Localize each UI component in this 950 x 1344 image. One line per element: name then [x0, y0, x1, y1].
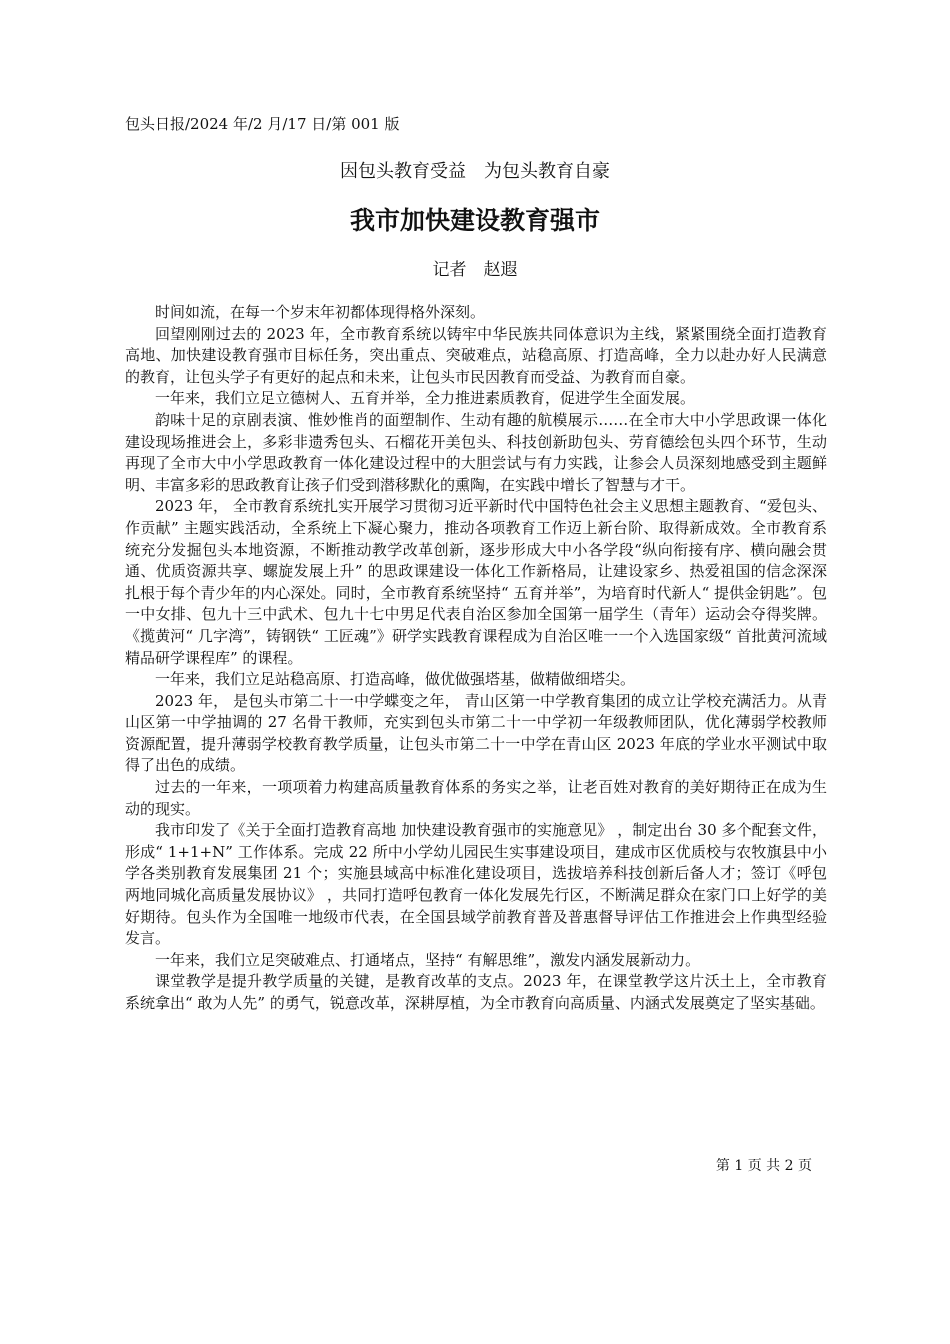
paragraph: 一年来，我们立足突破难点、打通堵点，坚持“ 有解思维”，激发内涵发展新动力。 [155, 950, 701, 969]
paragraph: 回望刚刚过去的 2023 年，全市教育系统以铸牢中华民族共同体意识为主线，紧紧围绕全面打造教育高地、加快建设教育强市目标任务，突出重点、突破难点，站稳高原、打造高峰，全力以赴办好人民满意的教育，让包头学子有更好的起点和未来，让包头市民因教育而受益、为教育而自豪。 [125, 324, 827, 386]
paragraph: 课堂教学是提升教学质量的关键，是教育改革的支点。2023 年，在课堂教学这片沃土上，全市教育系统拿出“ 敢为人先” 的勇气，锐意改革，深耕厚植，为全市教育向高质量、内涵式发展奠定了坚实基础。 [125, 972, 827, 1012]
paragraph: 2023 年， 全市教育系统扎实开展学习贯彻习近平新时代中国特色社会主义思想主题教育、“爱包头、作贡献” 主题实践活动，全系统上下凝心聚力，推动各项教育工作迈上新台阶、取得新成效。全市教育系统充分发掘包头本地资源，不断推动教学改革创新，逐步形成大中小各学段“纵向衔接有序、横向融会贯通、优质资源共享、螺旋发展上升” 的思政课建设一体化工作新格局，让建设家乡、热爱祖国的信念深深扎根于每个青少年的内心深处。同时，全市教育系统坚持“ 五育并举”，为培育时代新人“ 提供金钥匙”。包一中女排、包九十三中武术、包九十七中男足代表自治区参加全国第一届学生（青年）运动会夺得奖牌。《揽黄河“ 几字湾”，铸钢铁“ 工匠魂”》研学实践教育课程成为自治区唯一一个入选国家级“ 首批黄河流域精品研学课程库” 的课程。 [125, 497, 827, 667]
page-number: 第 1 页 共 2 页 [715, 1158, 812, 1174]
paragraph: 韵味十足的京剧表演、惟妙惟肖的面塑制作、生动有趣的航模展示……在全市大中小学思政课一体化建设现场推进会上，多彩非遗秀包头、石榴花开美包头、科技创新助包头、劳育德绘包头四个环节，生动再现了全市大中小学思政教育一体化建设过程中的大胆尝试与有力实践，让参会人员深刻地感受到主题鲜明、丰富多彩的思政教育让孩子们受到潜移默化的熏陶，在实践中增长了智慧与才干。 [125, 410, 827, 494]
paragraph: 2023 年， 是包头市第二十一中学蝶变之年， 青山区第一中学教育集团的成立让学校充满活力。从青山区第一中学抽调的 27 名骨干教师，充实到包头市第二十一中学初一年级教师团队，优化薄弱学校教师资源配置，提升薄弱学校教育教学质量，让包头市第二十一中学在青山区 2023 年底的学业水平测试中取得了出色的成绩。 [125, 691, 827, 775]
publication-source: 包头日报/2024 年/2 月/17 日/第 001 版 [125, 115, 400, 133]
paragraph: 时间如流，在每一个岁末年初都体现得格外深刻。 [155, 303, 486, 321]
article-title: 我市加快建设教育强市 [349, 206, 600, 235]
paragraph: 一年来，我们立足站稳高原、打造高峰，做优做强塔基，做精做细塔尖。 [155, 670, 636, 689]
article-byline: 记者 赵遐 [432, 260, 518, 280]
article-body [125, 302, 827, 1015]
article-subtitle: 因包头教育受益 为包头教育自豪 [340, 161, 610, 182]
paragraph: 我市印发了《关于全面打造教育高地 加快建设教育强市的实施意见》 ，制定出台 30 多个配套文件，形成“ 1+1+N” 工作体系。完成 22 所中小学幼儿园民生实事建设项目，建成市区优质校与农牧旗县中小学各类别教育发展集团 21 个；实施县域高中标准化建设项目，选拔培养科技创新后备人才；签订《呼包两地同城化高质量发展协议》 ，共同打造呼包教育一体化发展先行区，不断满足群众在家门口上好学的美好期待。包头作为全国唯一地级市代表，在全国县域学前教育普及普惠督导评估工作推进会上作典型经验发言。 [125, 821, 827, 948]
paragraph: 一年来，我们立足立德树人、五育并举，全力推进素质教育，促进学生全面发展。 [155, 389, 696, 408]
paragraph: 过去的一年来，一项项着力构建高质量教育体系的务实之举，让老百姓对教育的美好期待正在成为生动的现实。 [125, 778, 827, 818]
